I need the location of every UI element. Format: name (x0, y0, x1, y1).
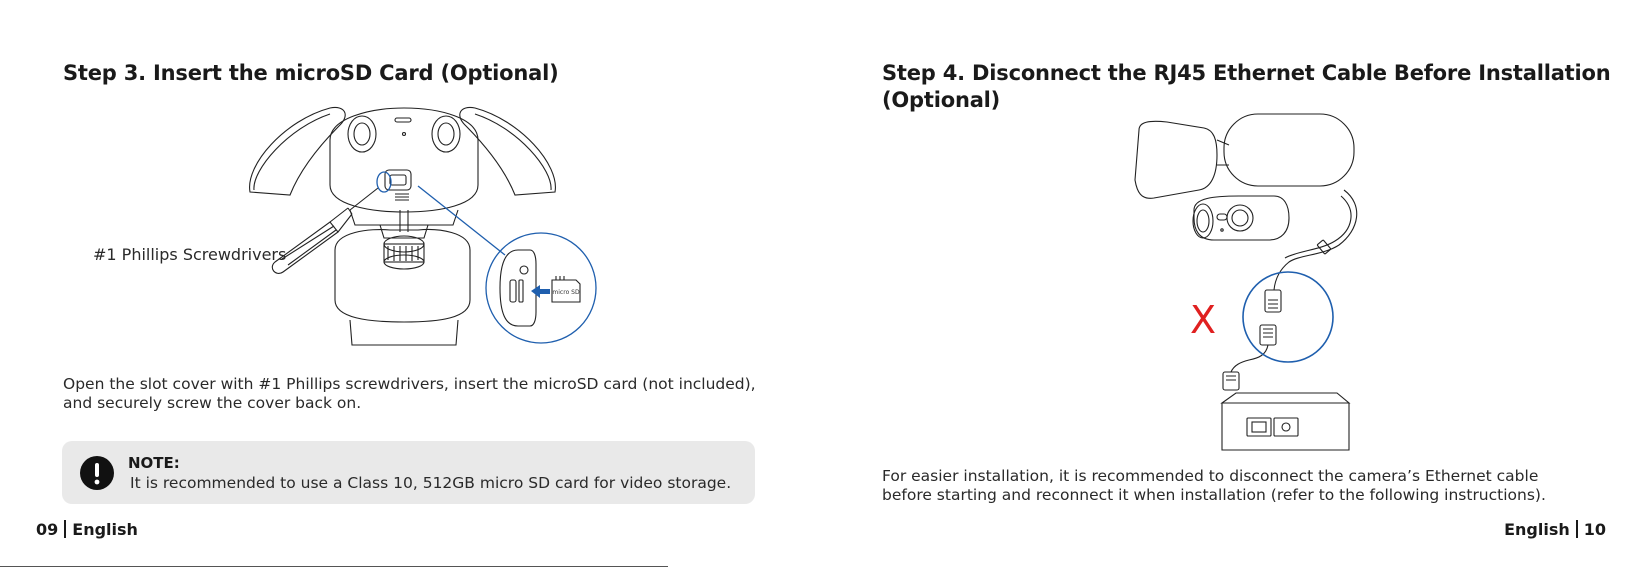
insert-arrow-icon (531, 285, 550, 298)
step3-body-line-2: and securely screw the cover back on. (63, 394, 362, 412)
cross-mark: X (1190, 298, 1217, 342)
left-footer (36, 520, 138, 539)
left-page (0, 0, 819, 568)
left-footer-language: English (72, 520, 138, 539)
step3-heading: Step 3. Insert the microSD Card (Optional) (63, 61, 559, 85)
right-page (819, 0, 1639, 568)
right-footer (1504, 520, 1606, 539)
step4-heading-line-1: Step 4. Disconnect the RJ45 Ethernet Cable Before Installation (882, 61, 1611, 85)
step4-body-line-2: before starting and reconnect it when installation (refer to the following instructions). (882, 486, 1546, 504)
screwdriver-callout-label: #1 Phillips Screwdrivers (93, 245, 287, 264)
exclamation-circle-icon (80, 456, 114, 490)
connector-callout-circle (1243, 272, 1333, 362)
right-footer-language: English (1504, 520, 1570, 539)
step4-body-line-1: For easier installation, it is recommended to disconnect the camera’s Ethernet cable (882, 467, 1539, 485)
step4-heading-line-2: (Optional) (882, 88, 1001, 112)
footer-separator (1576, 520, 1578, 538)
microsd-card-label: micro SD (552, 289, 580, 296)
left-page-number: 09 (36, 520, 59, 539)
note-box (62, 441, 755, 504)
step3-body-line-1: Open the slot cover with #1 Phillips screwdrivers, insert the microSD card (not included), (63, 375, 756, 393)
footer-separator (64, 520, 66, 538)
right-page-number: 10 (1583, 520, 1606, 539)
bottom-rule (0, 566, 668, 567)
note-label: NOTE: (128, 454, 180, 472)
note-text: It is recommended to use a Class 10, 512GB micro SD card for video storage. (130, 474, 732, 492)
